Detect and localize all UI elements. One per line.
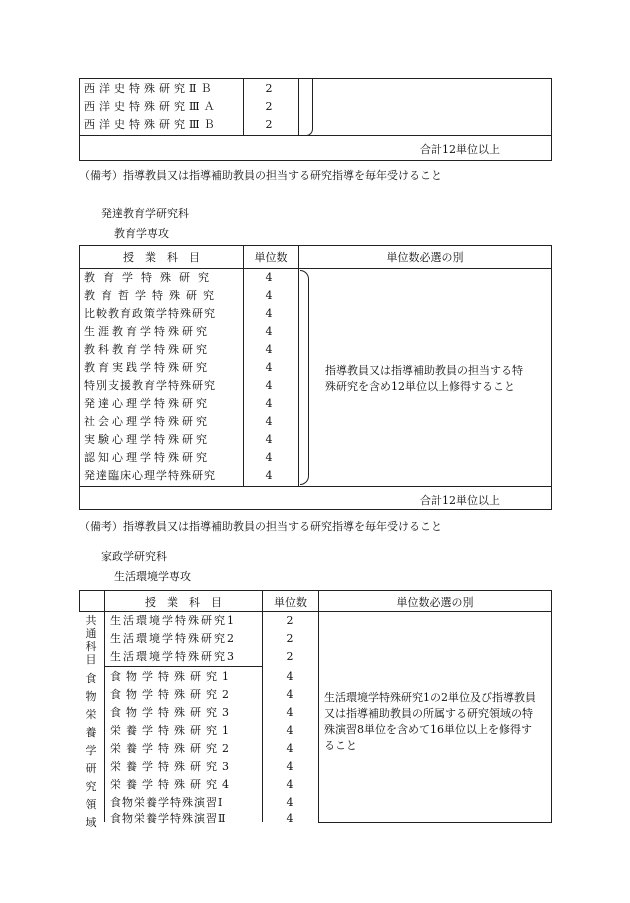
subject-name: 食物学特殊研究3 <box>110 706 234 719</box>
unit-count: 4 <box>286 812 294 825</box>
header-subject: 授 業 科 目 <box>123 251 200 264</box>
subject-name: 生活環境学特殊研究1 <box>110 614 236 627</box>
unit-count: 4 <box>265 451 273 464</box>
subject-name: 生涯教育学特殊研究 <box>84 325 210 338</box>
unit-count: 4 <box>286 670 294 683</box>
subject-name: 比較教育政策学特殊研究 <box>84 307 216 320</box>
subject-name: 西洋史特殊研究ⅡＢ <box>84 82 216 95</box>
subject-name: 生活環境学特殊研究3 <box>110 650 236 663</box>
subject-name: 教育学特殊研究 <box>84 271 217 284</box>
unit-count: 4 <box>286 760 294 773</box>
unit-count: 2 <box>286 614 294 627</box>
remark: （備考）指導教員又は指導補助教員の担当する研究指導を毎年受けること <box>79 520 442 533</box>
header-requirement: 単位数必選の別 <box>386 251 464 264</box>
subject-name: 食物学特殊研究2 <box>110 688 234 701</box>
subject-name: 発達心理学特殊研究 <box>84 397 210 410</box>
subject-name: 栄養学特殊研究1 <box>110 724 234 737</box>
unit-count: 2 <box>265 100 273 113</box>
subject-name: 教育哲学特殊研究 <box>84 289 220 302</box>
unit-count: 4 <box>265 343 273 356</box>
header-units: 単位数 <box>254 251 288 264</box>
requirement-text-line2: 又は指導補助教員の所属する研究領域の特 <box>324 707 533 720</box>
requirement-text-line1: 生活環境学特殊研究1の2単位及び指導教員 <box>324 691 536 704</box>
table-row <box>84 116 273 133</box>
unit-count: 4 <box>286 742 294 755</box>
subject-name: 発達臨床心理学特殊研究 <box>84 469 216 482</box>
subject-name: 食物栄養学特殊演習Ⅱ <box>110 812 227 825</box>
unit-count: 4 <box>286 778 294 791</box>
requirement-text-line3: 殊演習8単位を含めて16単位以上を修得す <box>324 723 532 736</box>
unit-count: 4 <box>265 469 273 482</box>
subject-name: 特別支援教育学特殊研究 <box>84 379 216 392</box>
unit-count: 4 <box>265 271 273 284</box>
subject-name: 食物栄養学特殊演習Ⅰ <box>110 796 224 809</box>
subject-name: 西洋史特殊研究ⅢＡ <box>84 100 219 113</box>
subject-name: 栄養学特殊研究3 <box>110 760 234 773</box>
major-title: 教育学専攻 <box>114 227 169 240</box>
subject-name: 生活環境学特殊研究2 <box>110 632 236 645</box>
unit-count: 2 <box>265 82 273 95</box>
remark: （備考）指導教員又は指導補助教員の担当する研究指導を毎年受けること <box>79 169 442 182</box>
unit-count: 4 <box>265 325 273 338</box>
group-label-common: 共通科目 <box>85 614 97 666</box>
header-subject: 授 業 科 目 <box>145 596 222 609</box>
subject-name: 栄養学特殊研究4 <box>110 778 234 791</box>
subject-name: 教育実践学特殊研究 <box>84 361 210 374</box>
unit-count: 2 <box>286 650 294 663</box>
subject-name: 社会心理学特殊研究 <box>84 415 210 428</box>
brace-right <box>306 78 313 136</box>
unit-count: 4 <box>286 724 294 737</box>
table-row <box>84 98 273 115</box>
unit-count: 4 <box>265 361 273 374</box>
requirement-text-line1: 指導教員又は指導補助教員の担当する特 <box>325 364 523 377</box>
requirement-text-line2: 殊研究を含め12単位以上修得すること <box>325 380 515 393</box>
requirement-text-line4: ること <box>324 739 357 752</box>
unit-count: 4 <box>265 433 273 446</box>
major-title: 生活環境学専攻 <box>114 570 191 583</box>
faculty-title: 発達教育学研究科 <box>101 207 189 220</box>
unit-count: 4 <box>265 379 273 392</box>
unit-count: 4 <box>265 289 273 302</box>
unit-count: 4 <box>286 706 294 719</box>
group-label-food-nutrition: 食物栄養学研究領域 <box>85 672 97 829</box>
subject-name: 栄養学特殊研究2 <box>110 742 234 755</box>
unit-count: 4 <box>265 397 273 410</box>
subject-name: 教科教育学特殊研究 <box>84 343 210 356</box>
subject-name: 西洋史特殊研究ⅢＢ <box>84 118 219 131</box>
unit-count: 4 <box>265 415 273 428</box>
subject-name: 認知心理学特殊研究 <box>84 451 210 464</box>
table-row <box>84 80 273 97</box>
header-requirement: 単位数必選の別 <box>396 596 474 609</box>
unit-count: 2 <box>286 632 294 645</box>
unit-count: 2 <box>265 118 273 131</box>
total-label: 合計12単位以上 <box>420 143 500 156</box>
faculty-title: 家政学研究科 <box>101 550 167 563</box>
subject-name: 実験心理学特殊研究 <box>84 433 210 446</box>
header-units: 単位数 <box>274 596 307 609</box>
brace-right <box>300 270 309 485</box>
unit-count: 4 <box>286 796 294 809</box>
total-label: 合計12単位以上 <box>420 494 500 507</box>
unit-count: 4 <box>265 307 273 320</box>
unit-count: 4 <box>286 688 294 701</box>
subject-name: 食物学特殊研究1 <box>110 670 234 683</box>
